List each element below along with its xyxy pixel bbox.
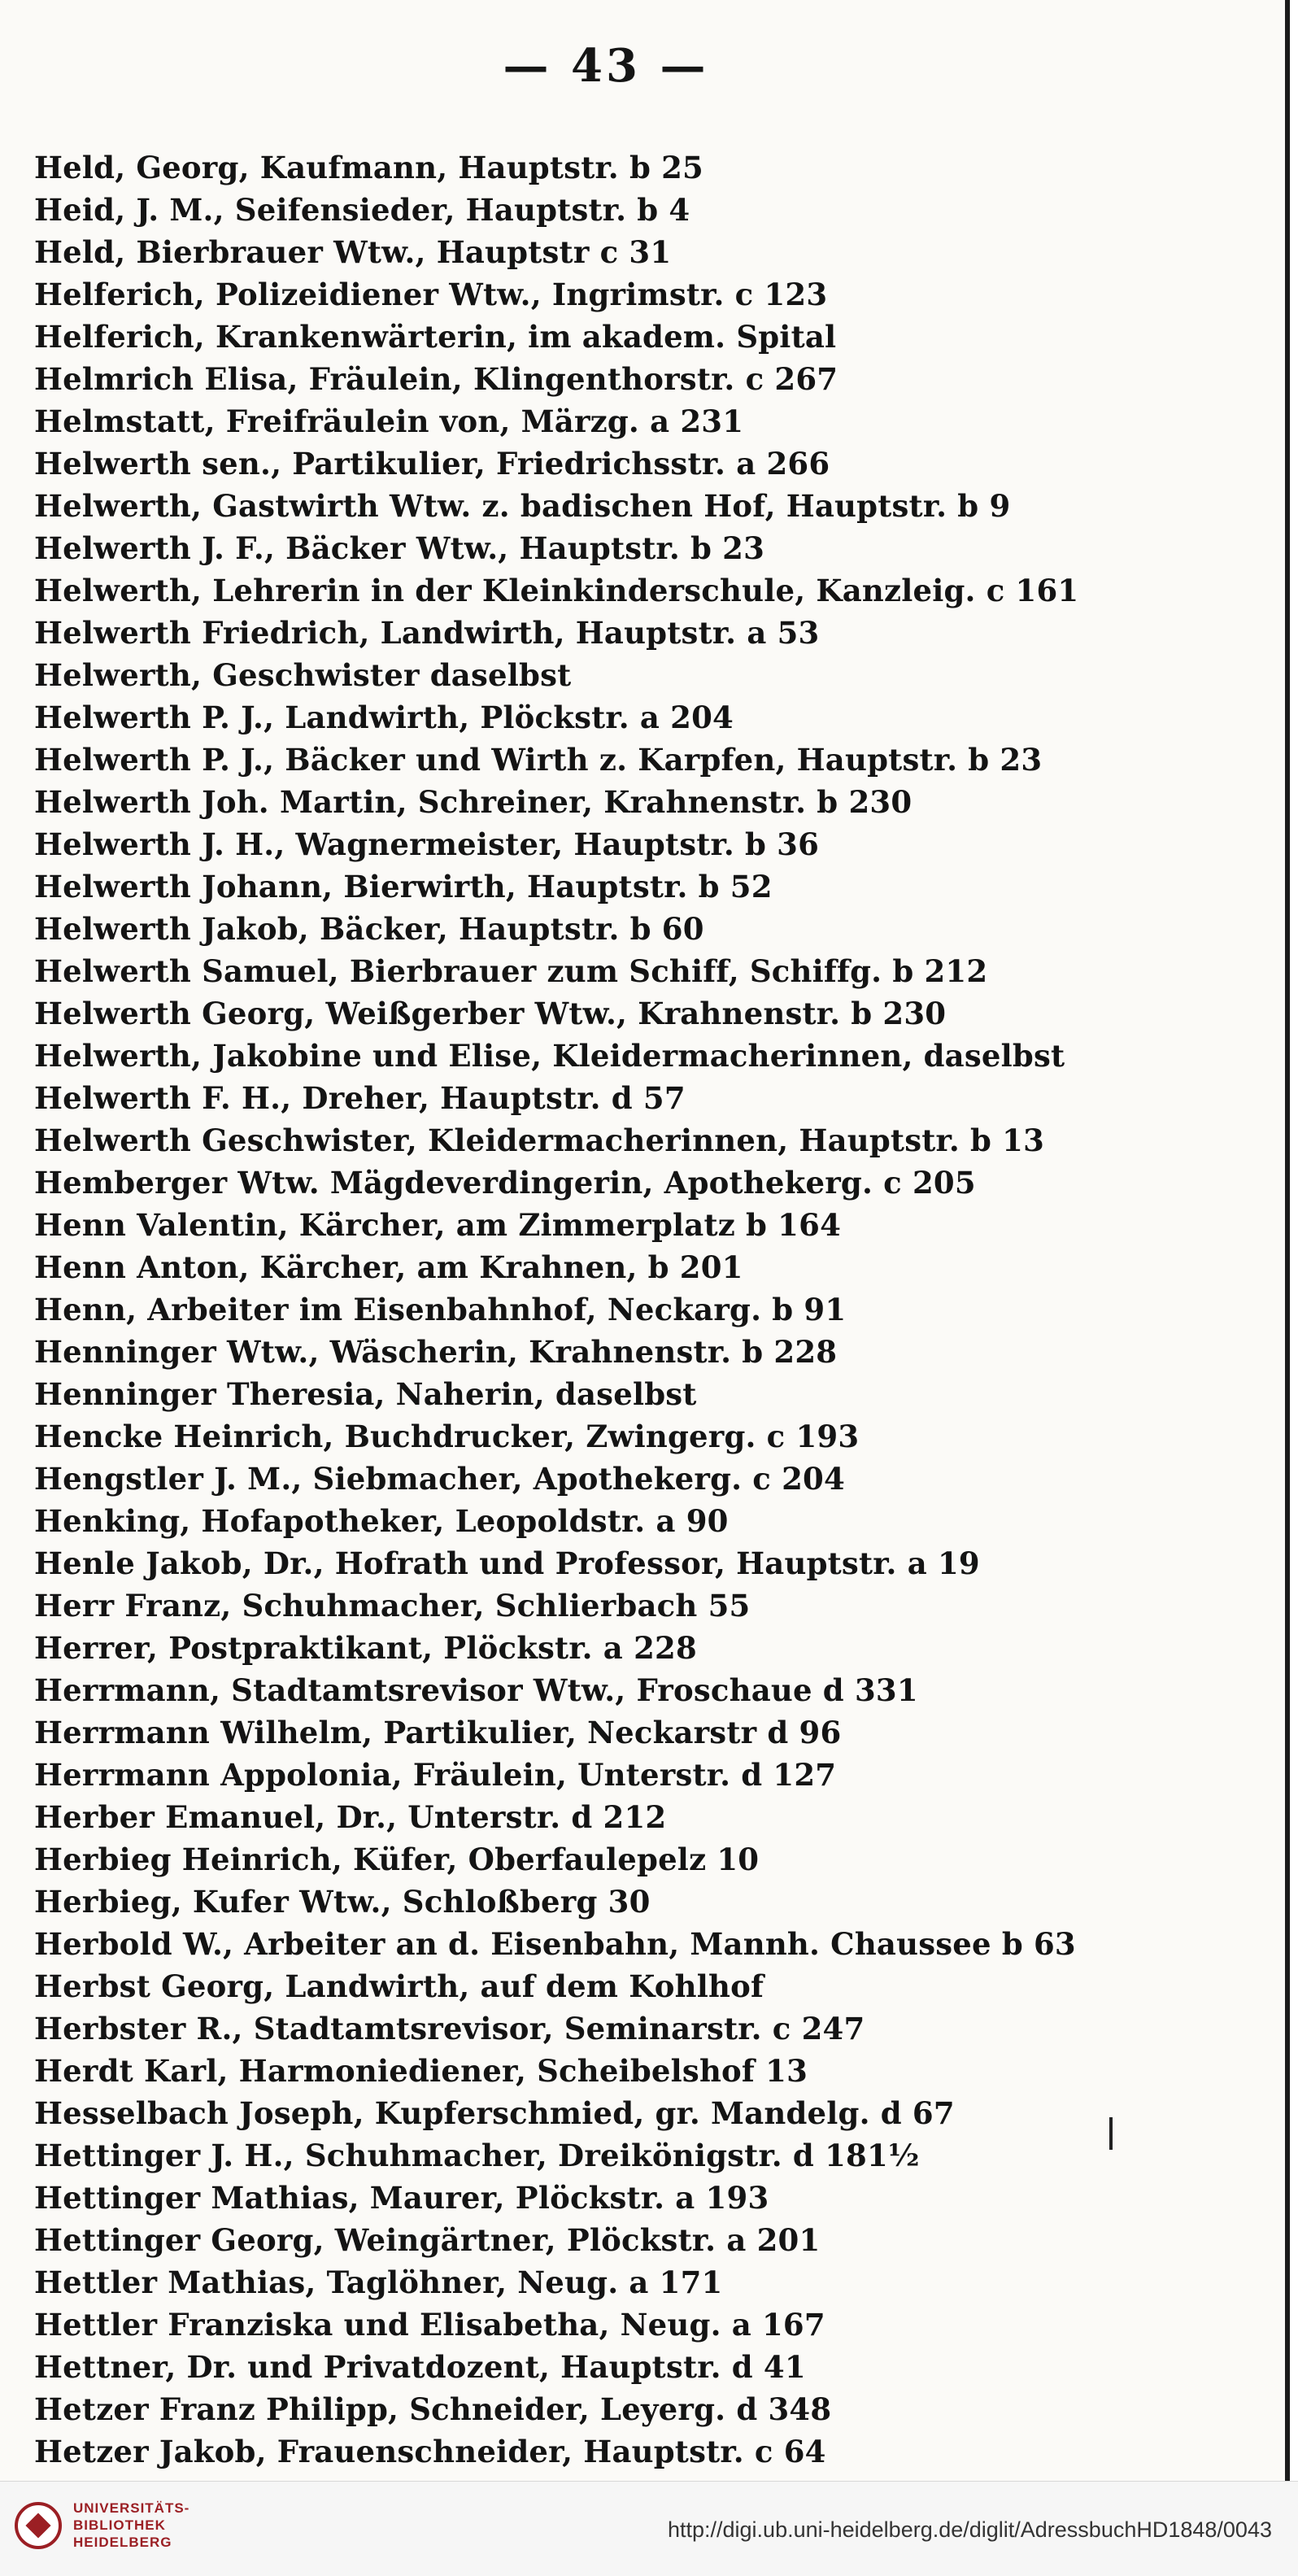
- directory-entry: Helmstatt, Freifräulein von, Märzg. a 231: [34, 403, 744, 439]
- directory-entry: Helwerth sen., Partikulier, Friedrichsstr. a 266: [34, 446, 830, 482]
- directory-entry: Henn Valentin, Kärcher, am Zimmerplatz b 164: [34, 1207, 842, 1243]
- directory-entry: Hetzer Jakob, Frauenschneider, Hauptstr. c 64: [34, 2434, 826, 2469]
- directory-entry: Henn Anton, Kärcher, am Krahnen, b 201: [34, 1249, 743, 1285]
- directory-entry: Held, Georg, Kaufmann, Hauptstr. b 25: [34, 150, 703, 185]
- directory-entry: Helwerth J. H., Wagnermeister, Hauptstr. b 36: [34, 826, 820, 862]
- logo-line: UNIVERSITÄTS-: [73, 2500, 190, 2516]
- directory-entry: Henninger Theresia, Naherin, daselbst: [34, 1376, 697, 1412]
- directory-entry: Herbieg Heinrich, Küfer, Oberfaulepelz 10: [34, 1842, 760, 1877]
- directory-entry: Helwerth, Gastwirth Wtw. z. badischen Hof, Hauptstr. b 9: [34, 488, 1011, 524]
- directory-entry: Herbst Georg, Landwirth, auf dem Kohlhof: [34, 1968, 764, 2004]
- viewer-footer: [0, 2481, 1298, 2576]
- page-number: — 43 —: [503, 39, 709, 93]
- directory-entry: Hencke Heinrich, Buchdrucker, Zwingerg. c 193: [34, 1419, 860, 1454]
- directory-entry: Herrmann Appolonia, Fräulein, Unterstr. d 127: [34, 1757, 837, 1793]
- directory-entry: Hettler Franziska und Elisabetha, Neug. a 167: [34, 2307, 825, 2343]
- directory-entry: Helwerth Joh. Martin, Schreiner, Krahnenstr. b 230: [34, 784, 913, 820]
- logo-line: BIBLIOTHEK: [73, 2517, 166, 2533]
- directory-entry: Helwerth, Lehrerin in der Kleinkinderschule, Kanzleig. c 161: [34, 573, 1079, 608]
- directory-entry: Hettler Mathias, Taglöhner, Neug. a 171: [34, 2264, 723, 2300]
- directory-entry: Helmrich Elisa, Fräulein, Klingenthorstr. c 267: [34, 361, 838, 397]
- directory-entry: Helferich, Polizeidiener Wtw., Ingrimstr. c 123: [34, 277, 828, 312]
- directory-entry: Hettner, Dr. und Privatdozent, Hauptstr. d 41: [34, 2349, 806, 2385]
- directory-entry: Herrmann, Stadtamtsrevisor Wtw., Froschaue d 331: [34, 1672, 918, 1708]
- stray-ink-mark: [1109, 2117, 1113, 2150]
- directory-entry: Herber Emanuel, Dr., Unterstr. d 212: [34, 1799, 667, 1835]
- directory-entry: Henking, Hofapotheker, Leopoldstr. a 90: [34, 1503, 729, 1539]
- directory-entry: Hesselbach Joseph, Kupferschmied, gr. Mandelg. d 67: [34, 2095, 955, 2131]
- directory-entry: Hettinger Mathias, Maurer, Plöckstr. a 193: [34, 2180, 769, 2216]
- library-seal-icon: [15, 2502, 62, 2549]
- directory-entry: Herbieg, Kufer Wtw., Schloßberg 30: [34, 1884, 651, 1920]
- directory-entry: Henle Jakob, Dr., Hofrath und Professor, Hauptstr. a 19: [34, 1545, 980, 1581]
- directory-entry: Helwerth Friedrich, Landwirth, Hauptstr. a 53: [34, 615, 820, 651]
- directory-entry: Helwerth P. J., Bäcker und Wirth z. Karpfen, Hauptstr. b 23: [34, 742, 1043, 778]
- directory-entry: Hetzer Franz Philipp, Schneider, Leyerg. d 348: [34, 2391, 832, 2427]
- directory-entry: Helwerth, Geschwister daselbst: [34, 657, 572, 693]
- directory-entry: Helwerth Johann, Bierwirth, Hauptstr. b 52: [34, 869, 773, 904]
- directory-entry: Helwerth P. J., Landwirth, Plöckstr. a 204: [34, 700, 734, 735]
- directory-entry: Henninger Wtw., Wäscherin, Krahnenstr. b 228: [34, 1334, 838, 1370]
- directory-entry: Hemberger Wtw. Mägdeverdingerin, Apothekerg. c 205: [34, 1165, 976, 1201]
- directory-entry: Helwerth Geschwister, Kleidermacherinnen, Hauptstr. b 13: [34, 1122, 1045, 1158]
- directory-entry: Helwerth, Jakobine und Elise, Kleidermacherinnen, daselbst: [34, 1038, 1065, 1074]
- directory-entry: Herrer, Postpraktikant, Plöckstr. a 228: [34, 1630, 697, 1666]
- directory-entry: Helwerth Samuel, Bierbrauer zum Schiff, Schiffg. b 212: [34, 953, 988, 989]
- directory-entry: Helferich, Krankenwärterin, im akadem. Spital: [34, 319, 837, 355]
- directory-entry: Hengstler J. M., Siebmacher, Apothekerg. c 204: [34, 1461, 845, 1497]
- logo-line: HEIDELBERG: [73, 2535, 172, 2550]
- directory-entry: Heid, J. M., Seifensieder, Hauptstr. b 4: [34, 192, 690, 228]
- directory-entry: Herrmann Wilhelm, Partikulier, Neckarstr d 96: [34, 1715, 842, 1750]
- directory-entry: Helwerth F. H., Dreher, Hauptstr. d 57: [34, 1080, 686, 1116]
- directory-entry: Hettinger J. H., Schuhmacher, Dreikönigstr. d 181½: [34, 2138, 920, 2173]
- directory-entry: Henn, Arbeiter im Eisenbahnhof, Neckarg. b 91: [34, 1292, 847, 1327]
- directory-entry: Herr Franz, Schuhmacher, Schlierbach 55: [34, 1588, 751, 1624]
- source-url[interactable]: http://digi.ub.uni-heidelberg.de/diglit/AdressbuchHD1848/0043: [667, 2517, 1272, 2542]
- directory-entry-list: [34, 146, 1222, 2473]
- directory-entry: Helwerth Georg, Weißgerber Wtw., Krahnenstr. b 230: [34, 996, 947, 1031]
- directory-entry: Herbster R., Stadtamtsrevisor, Seminarstr. c 247: [34, 2011, 865, 2046]
- directory-entry: Herbold W., Arbeiter an d. Eisenbahn, Mannh. Chaussee b 63: [34, 1926, 1076, 1962]
- directory-entry: Helwerth J. F., Bäcker Wtw., Hauptstr. b 23: [34, 530, 765, 566]
- library-logo: [15, 2500, 189, 2551]
- directory-entry: Helwerth Jakob, Bäcker, Hauptstr. b 60: [34, 911, 704, 947]
- library-logo-text: [73, 2500, 189, 2551]
- directory-entry: Held, Bierbrauer Wtw., Hauptstr c 31: [34, 234, 672, 270]
- directory-entry: Herdt Karl, Harmoniediener, Scheibelshof 13: [34, 2053, 808, 2089]
- directory-entry: Hettinger Georg, Weingärtner, Plöckstr. a 201: [34, 2222, 821, 2258]
